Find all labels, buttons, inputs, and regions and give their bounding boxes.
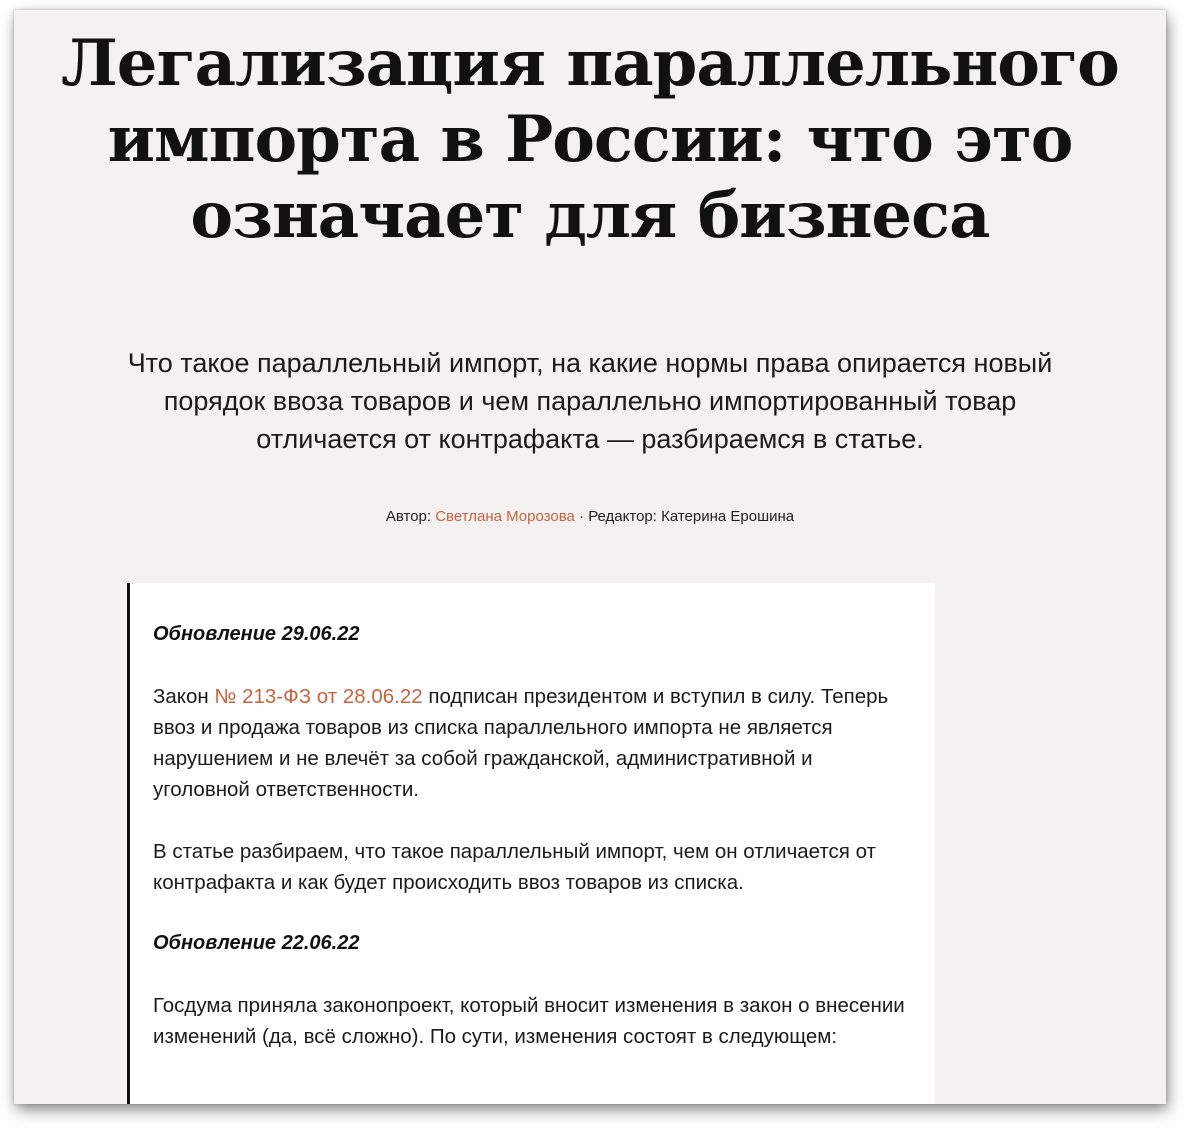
article-title: Легализация параллельного импорта в России: что это означает для бизнеса [61,26,1119,253]
byline-separator: · [579,508,585,525]
editor-label: Редактор: [588,508,657,525]
update-1-paragraph-1 [153,681,909,805]
law-text: подписан президентом и вступил в силу. Теперь ввоз и продажа товаров из списка параллельного импорта не является нарушением и не влечёт за собой гражданской, административной и уголовной ответственности. [153,685,889,801]
author-label: Автор: [385,508,432,525]
update-box [127,583,935,1104]
editor-name: Катерина Ерошина [661,508,795,525]
article-lead: Что такое параллельный импорт, на какие нормы права опирается новый порядок ввоза товаров и чем параллельно импортированный товар отличается от контрафакта — разбираемся в статье. [127,348,1053,454]
law-prefix: Закон [153,685,209,708]
update-1-paragraph-2: В статье разбираем, что такое параллельный импорт, чем он отличается от контрафакта и как будет происходить ввоз товаров из списка. [153,840,876,894]
page-frame [14,10,1166,1104]
law-link[interactable]: № 213-ФЗ от 28.06.22 [214,685,423,708]
byline [14,508,1166,525]
author-link[interactable]: Светлана Морозова [435,508,575,525]
update-title-2: Обновление 22.06.22 [153,932,360,954]
update-2-paragraph-1: Госдума приняла законопроект, который вносит изменения в закон о внесении изменений (да, всё сложно). По сути, изменения состоят в следующем: [153,994,905,1048]
update-title-1: Обновление 29.06.22 [153,623,360,645]
